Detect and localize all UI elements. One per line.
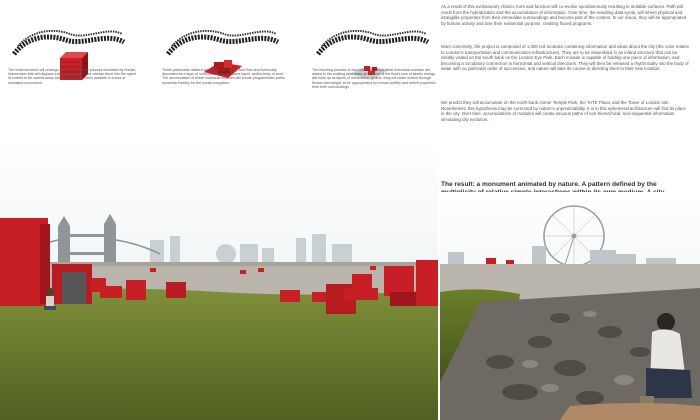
caption-stage-2: These particulate matters will be transported by fluid flow and eventually deposited as a layer of solid particles in the same liquid, and/or body of land. The accumulation of these individual modules will create programmatic paths, somehow healthy for the social ecosystem. <box>162 67 286 85</box>
thames-tower-bridge-scene <box>0 140 438 420</box>
paragraph-1: As a result of this evolutionary chasm, form and function will co-evolve spontaneously resulting in mutable surfaces. Path will result from the hybridization and the accumulation of information. Over time, the resulting data eyots, will inherit physical and intangible properties from their immediate surroundings and become part of the context. In our vision, they will be appropriated by human activity and lose their existential purpose, creating fluxed programs. <box>441 4 687 26</box>
caption-stage-1: The initial structure will undergo an intrinsic natural process simulated by human intervention that will displace individual modules and release them into the agent of current to be carried away with as little intervention possible in a kind of simulated locomotion. <box>8 67 136 85</box>
result-statement: The result: a monument animated by nature. A pattern defined by the <box>441 180 657 188</box>
paragraph-2: More concretely, the project is composed of 1,000 red modules containing information and ideas about the city (the color relates to London's transportation and communication infrastructure). They are to be assembled in an inland structure that can be initially visited on the south bank on the London Eye Park. Each module is capable of holding one piece of information, and becoming a circulatory connection in horizontal and vertical directions. They will then be released a rhythmically into the body of water with no particular order of succession, and nature will take its course in directing them to their new location. <box>441 44 689 72</box>
london-eye-riverbank-scene <box>440 192 700 420</box>
paragraph-3: We predict they will accumulate on the north-bank corner Temple Park, the TATE Plaza, and the Tower of London site. Nonetheless, this hypothesis may be corrected by nature's unpredictability. It is in this ephemeral architecture will find its place in the city. Over time, accumulations of modules will create sinuous paths of non-hierarchical, non-sequential information simulating city evolution. <box>441 100 686 122</box>
caption-stage-3: The resulting process of deposition, by which these individual modules are added to the existing land mass at the time of the fluid's loss of kinetic energy, will build up as layers of information. In time, they will retain motion through friction and weight, to be appropriated by human activity and inherit properties from their surroundings. <box>312 67 436 90</box>
